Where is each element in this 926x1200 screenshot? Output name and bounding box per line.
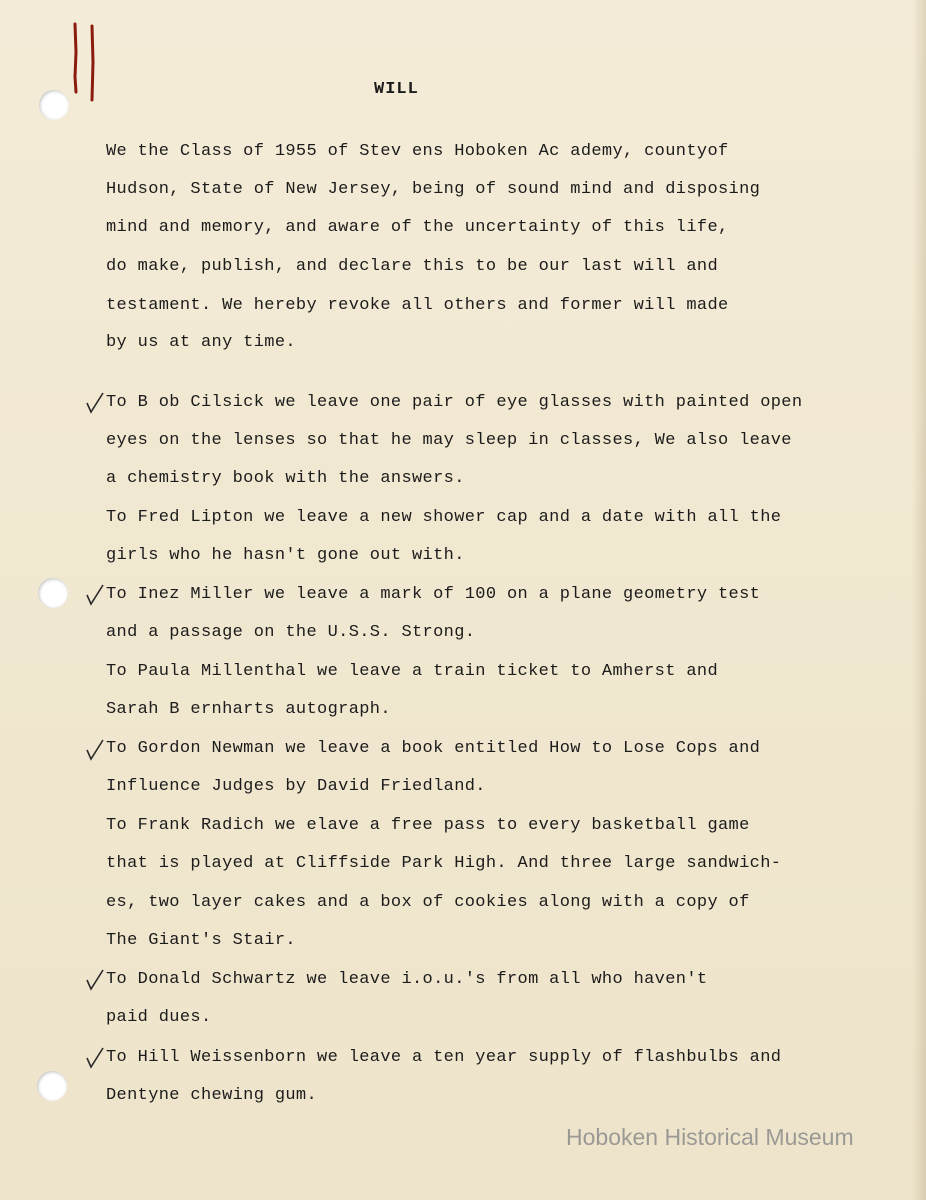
text-line: The Giant's Stair. — [106, 931, 296, 950]
text-line: a chemistry book with the answers. — [106, 469, 465, 488]
text-line: Sarah B ernharts autograph. — [106, 700, 391, 719]
text-line: mind and memory, and aware of the uncertainty of this life, — [106, 218, 729, 237]
check-mark-icon — [84, 738, 106, 762]
red-binder-mark — [70, 22, 100, 104]
text-line: To Fred Lipton we leave a new shower cap and a date with all the — [106, 508, 782, 527]
check-mark-icon — [84, 1046, 106, 1070]
text-line: eyes on the lenses so that he may sleep in classes, We also leave — [106, 431, 792, 450]
text-line: We the Class of 1955 of Stev ens Hoboken Ac ademy, countyof — [106, 142, 729, 161]
punch-hole-bottom — [37, 1071, 67, 1101]
check-mark-icon — [84, 391, 106, 415]
text-line: paid dues. — [106, 1008, 212, 1027]
text-line: by us at any time. — [106, 333, 296, 352]
text-line: testament. We hereby revoke all others and former will made — [106, 296, 729, 315]
museum-watermark: Hoboken Historical Museum — [566, 1124, 854, 1150]
check-mark-icon — [84, 583, 106, 607]
text-line: do make, publish, and declare this to be our last will and — [106, 257, 718, 276]
text-line: To Paula Millenthal we leave a train ticket to Amherst and — [106, 662, 718, 681]
text-line: es, two layer cakes and a box of cookies along with a copy of — [106, 893, 750, 912]
page-edge-shadow — [912, 0, 926, 1200]
text-line: girls who he hasn't gone out with. — [106, 546, 465, 565]
punch-hole-middle — [38, 578, 68, 608]
text-line: To Gordon Newman we leave a book entitled How to Lose Cops and — [106, 739, 761, 758]
text-line: To B ob Cilsick we leave one pair of eye glasses with painted open — [106, 393, 803, 412]
check-mark-icon — [84, 968, 106, 992]
text-line: To Hill Weissenborn we leave a ten year supply of flashbulbs and — [106, 1048, 782, 1067]
text-line: To Frank Radich we elave a free pass to every basketball game — [106, 816, 750, 835]
text-line: Influence Judges by David Friedland. — [106, 777, 486, 796]
text-line: and a passage on the U.S.S. Strong. — [106, 623, 476, 642]
document-title: WILL — [374, 80, 419, 99]
text-line: To Inez Miller we leave a mark of 100 on a plane geometry test — [106, 585, 761, 604]
punch-hole-top — [39, 90, 69, 120]
text-line: To Donald Schwartz we leave i.o.u.'s from all who haven't — [106, 970, 708, 989]
text-line: that is played at Cliffside Park High. And three large sandwich- — [106, 854, 782, 873]
text-line: Dentyne chewing gum. — [106, 1086, 318, 1105]
text-line: Hudson, State of New Jersey, being of sound mind and disposing — [106, 180, 761, 199]
